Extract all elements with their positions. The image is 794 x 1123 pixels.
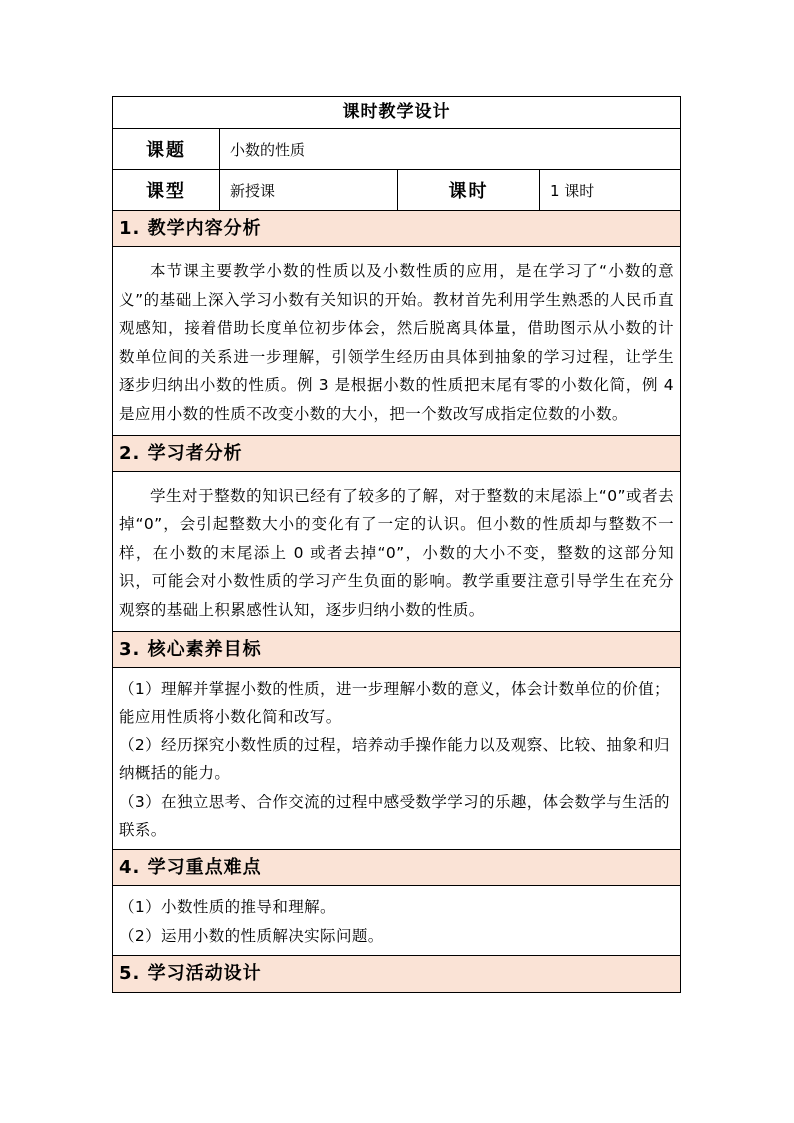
list-item: （2）经历探究小数性质的过程，培养动手操作能力以及观察、比较、抽象和归纳概括的能力。 (119, 736, 670, 783)
topic-label: 课题 (113, 129, 220, 169)
lesson-plan-table (112, 96, 681, 993)
list-item: （3）在独立思考、合作交流的过程中感受数学学习的乐趣，体会数学与生活的联系。 (119, 792, 670, 840)
list-item: （1）理解并掌握小数的性质，进一步理解小数的意义，体会计数单位的价值；能应用性质将小数化简和改写。 (119, 679, 670, 726)
section-heading-activity-design: 5. 学习活动设计 (113, 956, 680, 992)
list-item: （1）小数性质的推导和理解。 (119, 898, 336, 917)
type-row (113, 170, 680, 211)
learner-analysis-text: 学生对于整数的知识已经有了较多的了解，对于整数的末尾添上“0”或者去掉“0”，会引起整数大小的变化有了一定的认识。但小数的性质却与整数不一样，在小数的末尾添上 0 或者去掉“0”，小数的大小不变，整数的这部分知识，可能会对小数性质的学习产生负面的影响。教学重要注意引导学生在充分观察的基础上积累感性认知，逐步归纳小数的性质。 (113, 472, 680, 632)
core-goals-list (113, 668, 680, 851)
type-label: 课型 (113, 170, 220, 210)
section-heading-key-points: 4. 学习重点难点 (113, 850, 680, 886)
period-label: 课时 (398, 170, 540, 210)
document-title: 课时教学设计 (113, 97, 680, 129)
list-item: （2）运用小数的性质解决实际问题。 (119, 926, 384, 945)
type-value: 新授课 (220, 170, 398, 210)
key-points-list (113, 886, 680, 956)
section-heading-content-analysis: 1. 教学内容分析 (113, 211, 680, 247)
section-heading-core-goals: 3. 核心素养目标 (113, 632, 680, 668)
topic-value: 小数的性质 (230, 140, 306, 159)
period-value: 1 课时 (550, 181, 595, 200)
topic-row (113, 129, 680, 170)
section-heading-learner-analysis: 2. 学习者分析 (113, 436, 680, 472)
content-analysis-text: 本节课主要教学小数的性质以及小数性质的应用，是在学习了“小数的意义”的基础上深入学习小数有关知识的开始。教材首先利用学生熟悉的人民币直观感知，接着借助长度单位初步体会，然后脱离具体量，借助图示从小数的计数单位间的关系进一步理解，引领学生经历由具体到抽象的学习过程，让学生逐步归纳出小数的性质。例 3 是根据小数的性质把末尾有零的小数化简，例 4 是应用小数的性质不改变小数的大小，把一个数改写成指定位数的小数。 (113, 247, 680, 436)
